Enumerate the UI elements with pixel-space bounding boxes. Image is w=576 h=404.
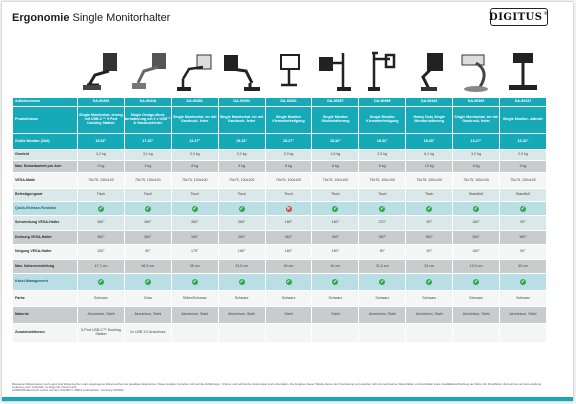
check-icon: ✓ <box>427 279 432 285</box>
cell-extras <box>500 324 547 343</box>
cell-vesa: 75x75, 100x100 <box>171 173 218 189</box>
cell-extras <box>171 324 218 343</box>
check-icon: ✓ <box>380 205 385 212</box>
cell-tilt: 180° <box>312 245 359 260</box>
cell-tilt: 90° <box>359 245 406 260</box>
cell-mount: Tisch <box>265 189 312 202</box>
cell-art: DA-90405 <box>78 98 125 107</box>
row-label-mount: Befestigungsart <box>13 189 78 202</box>
row-swivel <box>13 216 547 231</box>
row-label-article: Artikelnummer <box>13 98 78 107</box>
cell-name: Heavy Duty Single Monitorhalterung <box>406 107 453 134</box>
cell-material: Stahl <box>265 307 312 324</box>
cell-rotate: 360° <box>124 231 171 245</box>
cell-material: Aluminium, Stahl <box>78 307 125 324</box>
datasheet-page <box>2 2 573 401</box>
cell-load: 8 kg <box>359 161 406 173</box>
cell-load: 8 kg <box>265 161 312 173</box>
cell-mount: Tisch <box>359 189 406 202</box>
row-vesa <box>13 173 547 189</box>
row-color <box>13 291 547 307</box>
product-image <box>359 44 406 98</box>
cell-extras <box>359 324 406 343</box>
product-image <box>78 44 125 98</box>
row-label-name: Produktname <box>13 107 78 134</box>
cell-swivel: 180° <box>312 216 359 231</box>
quick-status <box>78 202 125 216</box>
cell-size: 15-32" <box>500 134 547 150</box>
cell-reach: 40 cm <box>500 260 547 274</box>
footer-accent-bar <box>2 397 573 401</box>
row-label-reach: Max. Nahenverstellung <box>13 260 78 274</box>
quick-status <box>312 202 359 216</box>
cell-load: 8 kg <box>500 161 547 173</box>
row-cable <box>13 274 547 291</box>
footer-line-2: ASSMANN Electronic GmbH, Auf dem Schüffel 3, 58513 Lüdenscheid · Germany 06/2022 <box>12 388 124 393</box>
cell-reach: 31,5 cm <box>359 260 406 274</box>
cell-extras <box>406 324 453 343</box>
cell-size: 15-32" <box>312 134 359 150</box>
cable-status <box>265 274 312 291</box>
cell-rotate: 360° <box>218 231 265 245</box>
cell-load: 15 kg <box>406 161 453 173</box>
cell-art: DA-90437 <box>500 98 547 107</box>
row-maxload <box>13 161 547 173</box>
cell-weight: 2,9 kg <box>500 150 547 161</box>
cell-mount: Standfuß <box>453 189 500 202</box>
cell-material: Aluminium, Stahl <box>453 307 500 324</box>
cell-name: Single Design-Moni- torhalterung mit 2 x USB™ & Gasdruckfeder <box>124 107 171 134</box>
cell-vesa: 75x75, 100x100 <box>500 173 547 189</box>
cell-load: 9 kg <box>78 161 125 173</box>
cell-color: Schwarz <box>218 291 265 307</box>
check-icon: ✓ <box>520 205 526 212</box>
cell-weight: 3,1 kg <box>124 150 171 161</box>
product-image <box>500 44 547 98</box>
cable-status <box>359 274 406 291</box>
cell-swivel: 180° <box>453 216 500 231</box>
product-image <box>171 44 218 98</box>
cell-vesa: 75x75, 100x100 <box>124 173 171 189</box>
cell-size: 13-27" <box>453 134 500 150</box>
cell-weight: 3,3 kg <box>265 150 312 161</box>
cell-name: Single Monitorhal- ter mit Gasdruck- feder <box>171 107 218 134</box>
check-icon: ✓ <box>98 279 104 285</box>
cell-art: DA-90394 <box>218 98 265 107</box>
quick-status <box>218 202 265 216</box>
cell-vesa: 75x75, 100x100 <box>359 173 406 189</box>
cell-tilt: 175° <box>171 245 218 260</box>
row-reach <box>13 260 547 274</box>
check-icon: ✓ <box>520 279 526 285</box>
cell-extras <box>218 324 265 343</box>
row-material <box>13 307 547 324</box>
cable-status <box>500 274 547 291</box>
check-icon: ✓ <box>286 279 291 285</box>
cable-status <box>78 274 125 291</box>
cell-name: Single Monitor Säulenhalterung <box>312 107 359 134</box>
cell-load: 8 kg <box>453 161 500 173</box>
cell-art: DA-90351 <box>171 98 218 107</box>
cell-art: DA-90361 <box>265 98 312 107</box>
product-image <box>124 44 171 98</box>
cell-swivel: 360° <box>171 216 218 231</box>
cell-vesa: 75x75, 100x100 <box>218 173 265 189</box>
quick-status <box>453 202 500 216</box>
logo-registered-mark: ® <box>543 11 549 17</box>
cell-load: 9 kg <box>124 161 171 173</box>
cell-weight: 6,1 kg <box>406 150 453 161</box>
cell-rotate: 360° <box>78 231 125 245</box>
footer-disclaimer <box>12 383 547 393</box>
cell-vesa: 75x75, 100x100 <box>406 173 453 189</box>
cell-material: Aluminium, Stahl <box>218 307 265 324</box>
check-icon: ✓ <box>473 205 479 212</box>
check-icon: ✓ <box>239 279 244 285</box>
row-label-color: Farbe <box>13 291 78 307</box>
quick-status <box>359 202 406 216</box>
cell-rotate: 360° <box>359 231 406 245</box>
quick-status <box>500 202 547 216</box>
cell-mount: Tisch <box>171 189 218 202</box>
check-icon: ✓ <box>473 279 479 285</box>
cable-status <box>406 274 453 291</box>
cell-vesa: 75x75, 100x100 <box>78 173 125 189</box>
cell-rotate: 360° <box>453 231 500 245</box>
row-label-rotate: Drehung VESA-Halter <box>13 231 78 245</box>
row-label-maxload: Max. Belastbarkeit pro Arm <box>13 161 78 173</box>
cell-weight: 1,6 kg <box>312 150 359 161</box>
check-icon: ✓ <box>145 205 150 212</box>
cell-art: DA-90397 <box>312 98 359 107</box>
page-title <box>12 12 170 24</box>
cell-art: DA-90365 <box>453 98 500 107</box>
cell-material: Stahl <box>312 307 359 324</box>
cell-rotate: 360° <box>406 231 453 245</box>
cell-reach: 46,5 cm <box>124 260 171 274</box>
cell-weight: 3,2 kg <box>218 150 265 161</box>
title-bold: Ergonomie <box>12 12 70 24</box>
quick-status <box>265 202 312 216</box>
cell-material: Aluminium, Stahl <box>359 307 406 324</box>
cell-color: Silber/Schwarz <box>171 291 218 307</box>
row-label-quick: Quick-Release-Funktion <box>13 202 78 216</box>
cell-rotate: 360° <box>312 231 359 245</box>
check-icon: ✓ <box>333 205 338 212</box>
cell-size: 13-27" <box>171 134 218 150</box>
cell-name: Single Monitor Klemmbefestigung <box>265 107 312 134</box>
cell-rotate: 180° <box>171 231 218 245</box>
cell-swivel: 360° <box>78 216 125 231</box>
cell-weight: 3,3 kg <box>171 150 218 161</box>
cell-reach: 69 cm <box>265 260 312 274</box>
product-image <box>406 44 453 98</box>
cable-status <box>218 274 265 291</box>
cell-tilt: 180° <box>265 245 312 260</box>
cell-mount: Tisch <box>406 189 453 202</box>
product-image <box>312 44 359 98</box>
cell-tilt: 90° <box>124 245 171 260</box>
row-label-size: Größe Monitor (Zoll) <box>13 134 78 150</box>
cell-mount: Tisch <box>78 189 125 202</box>
cell-size: 15-32" <box>359 134 406 150</box>
cell-tilt: 180° <box>453 245 500 260</box>
row-label-material: Material <box>13 307 78 324</box>
logo-text: DIGITUS <box>489 11 543 23</box>
cell-swivel: 180° <box>265 216 312 231</box>
cell-name: Single Monitorhal- terung mit USB-C™ 5 Port Docking Station <box>78 107 125 134</box>
row-article <box>13 98 547 107</box>
cable-status <box>312 274 359 291</box>
cell-swivel: 90° <box>406 216 453 231</box>
cell-color: Schwarz <box>78 291 125 307</box>
cell-extras: 2x USB 3.0 Anschluss <box>124 324 171 343</box>
quick-status <box>406 202 453 216</box>
cell-extras <box>265 324 312 343</box>
cell-color: Schwarz <box>265 291 312 307</box>
row-label-cable: Kabel-Management <box>13 274 78 291</box>
row-rotate <box>13 231 547 245</box>
cell-weight: 3,2 kg <box>78 150 125 161</box>
cell-material: Aluminium, Stahl <box>500 307 547 324</box>
check-icon: ✓ <box>192 205 197 212</box>
title-rest: Single Monitorhalter <box>72 12 171 24</box>
cell-size: 15-35" <box>406 134 453 150</box>
cell-mount: Tisch <box>312 189 359 202</box>
check-icon: ✓ <box>192 279 197 285</box>
quick-status <box>171 202 218 216</box>
cell-name: Single Monitorhal- ter mit Gasdruck- feder <box>218 107 265 134</box>
cell-rotate: 360° <box>500 231 547 245</box>
cell-swivel: 90° <box>500 216 547 231</box>
cross-icon: ✕ <box>286 205 291 212</box>
cell-extras <box>312 324 359 343</box>
cell-size: 15-32" <box>78 134 125 150</box>
cell-color: Schwarz <box>500 291 547 307</box>
cell-swivel: 360° <box>124 216 171 231</box>
check-icon: ✓ <box>427 205 432 212</box>
cable-status <box>124 274 171 291</box>
cell-reach: 33 cm <box>406 260 453 274</box>
check-icon: ✓ <box>239 205 244 212</box>
cell-mount: Standfuß <box>500 189 547 202</box>
row-tilt <box>13 245 547 260</box>
cell-tilt: 180° <box>218 245 265 260</box>
footer-line-1: Relevante Markennamen und Logos sind Warenzeichen oder eingetragene Warenzeichen der jeweiligen Eigentümer. Diese Angaben beziehen sich auf die Abbildungen, Irrtümer und technische Änderungen sind vorbehalten. Die Angaben dieser Tabelle dienen der Orientierung und ersetzen nicht die technischen Datenblätter und beinhalten keine Qualitätsbeschreibung der Ware. Für Druckfehler übernehmen wir keine Haftung. Lieferung unter Vorbehalt, so lange der Vorrat reicht. <box>12 382 542 390</box>
cell-color: Grau <box>124 291 171 307</box>
cell-reach: 19,5 cm <box>453 260 500 274</box>
row-product-images <box>13 44 547 98</box>
cell-load: 8 kg <box>312 161 359 173</box>
cell-extras <box>453 324 500 343</box>
cell-reach: 35 cm <box>171 260 218 274</box>
cable-status <box>171 274 218 291</box>
cell-art: DA-90418 <box>124 98 171 107</box>
product-image <box>265 44 312 98</box>
check-icon: ✓ <box>98 205 104 212</box>
cable-status <box>453 274 500 291</box>
cell-mount: Tisch <box>124 189 171 202</box>
row-label-tilt: Neigung VESA-Halter <box>13 245 78 260</box>
cell-size: 15-32" <box>218 134 265 150</box>
cell-vesa: 75x75, 100x100 <box>312 173 359 189</box>
row-size <box>13 134 547 150</box>
cell-material: Aluminium, Stahl <box>406 307 453 324</box>
cell-tilt: 100° <box>78 245 125 260</box>
cell-material: Aluminium, Stahl <box>124 307 171 324</box>
comparison-table <box>12 43 547 343</box>
check-icon: ✓ <box>380 279 385 285</box>
cell-swivel: 360° <box>218 216 265 231</box>
cell-swivel: 270° <box>359 216 406 231</box>
cell-art: DA-90399 <box>359 98 406 107</box>
cell-color: Schwarz <box>406 291 453 307</box>
cell-extras: 5-Port USB-C™ Docking Station <box>78 324 125 343</box>
cell-tilt: 90° <box>406 245 453 260</box>
row-label-weight: Gewicht <box>13 150 78 161</box>
cell-color: Schwarz <box>359 291 406 307</box>
row-label-empty <box>13 44 78 98</box>
row-mount <box>13 189 547 202</box>
cell-weight: 3,2 kg <box>453 150 500 161</box>
digitus-logo <box>490 8 548 26</box>
cell-mount: Tisch <box>218 189 265 202</box>
cell-reach: 47,7 cm <box>78 260 125 274</box>
quick-status <box>124 202 171 216</box>
product-image <box>453 44 500 98</box>
cell-vesa: 75x75, 100x100 <box>265 173 312 189</box>
row-extras <box>13 324 547 343</box>
cell-color: Schwarz <box>312 291 359 307</box>
row-quick <box>13 202 547 216</box>
row-label-swivel: Schwenkung VESA-Halter <box>13 216 78 231</box>
cell-reach: 40 cm <box>312 260 359 274</box>
row-weight <box>13 150 547 161</box>
cell-name: Single Monitorhal- ter mit Gasdruck- feder <box>453 107 500 134</box>
cell-name: Single Monitor Klemmbefestigung <box>359 107 406 134</box>
cell-weight: 2,5 kg <box>359 150 406 161</box>
cell-color: Schwarz <box>453 291 500 307</box>
check-icon: ✓ <box>145 279 150 285</box>
cell-rotate: 360° <box>265 231 312 245</box>
cell-name: Single Monitor- ständer <box>500 107 547 134</box>
cell-size: 17-32" <box>124 134 171 150</box>
cell-tilt: 90° <box>500 245 547 260</box>
row-name <box>13 107 547 134</box>
cell-load: 9 kg <box>218 161 265 173</box>
cell-art: DA-90426 <box>406 98 453 107</box>
cell-vesa: 75x75, 100x100 <box>453 173 500 189</box>
cell-reach: 33,5 cm <box>218 260 265 274</box>
product-image <box>218 44 265 98</box>
cell-load: 8 kg <box>171 161 218 173</box>
cell-size: 15-27" <box>265 134 312 150</box>
row-label-vesa: VESA-Maße <box>13 173 78 189</box>
row-label-extras: Zusatzfunktionen <box>13 324 78 343</box>
cell-material: Aluminium, Stahl <box>171 307 218 324</box>
check-icon: ✓ <box>333 279 338 285</box>
